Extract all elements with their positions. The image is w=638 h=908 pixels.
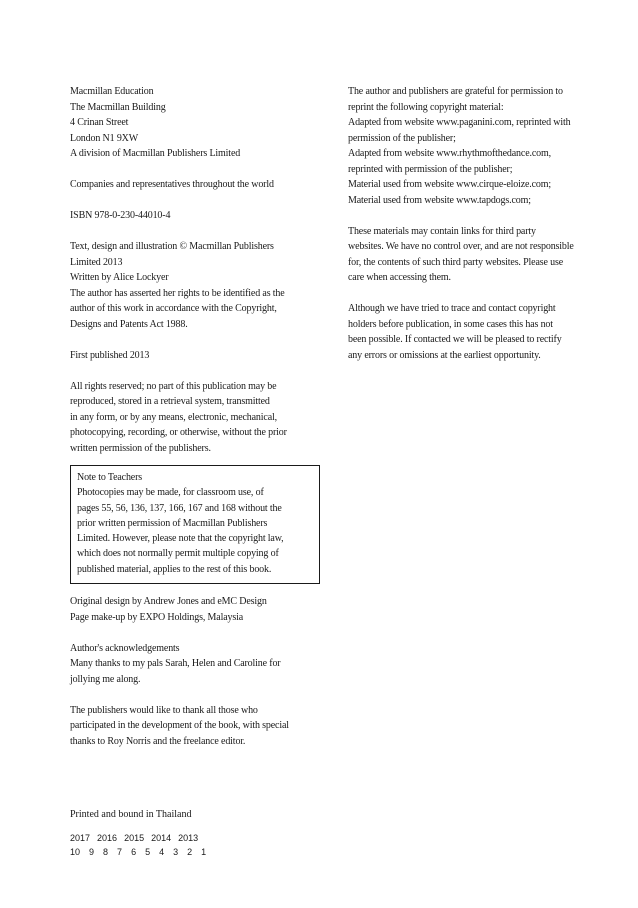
text-line: Macmillan Education <box>70 86 154 97</box>
text-line: ISBN 978-0-230-44010-4 <box>70 210 171 221</box>
text-line: thanks to Roy Norris and the freelance editor. <box>70 735 246 747</box>
text-line: in any form, or by any means, electronic, mechanical, <box>70 411 277 423</box>
text-line: permission of the publisher; <box>348 132 456 144</box>
note-to-teachers-box <box>70 465 320 584</box>
text-line: reprint the following copyright material: <box>348 101 504 113</box>
impression-item: 2 <box>187 847 193 857</box>
text-line: prior written permission of Macmillan Publishers <box>77 517 268 529</box>
permissions <box>348 84 603 208</box>
impression-item: 9 <box>89 847 95 857</box>
text-line: participated in the development of the book, with special <box>70 720 289 732</box>
impression-item: 2017 <box>70 833 91 843</box>
text-line: Adapted from website www.rhythmofthedance.com, <box>348 148 551 159</box>
text-line: London N1 9XW <box>70 132 139 144</box>
left-column <box>70 84 325 765</box>
impression-item: 10 <box>70 847 81 857</box>
impression-numbers <box>70 845 370 859</box>
text-line: Although we have tried to trace and contact copyright <box>348 303 556 314</box>
text-line: Author's acknowledgements <box>70 642 180 654</box>
text-line: Limited 2013 <box>70 256 123 268</box>
impression-item: 2016 <box>97 833 118 843</box>
impression-item: 2013 <box>178 833 199 843</box>
text-line: for, the contents of such third party websites. Please use <box>348 256 564 268</box>
impression-item: 4 <box>159 847 165 857</box>
authors-acknowledgements <box>70 641 325 688</box>
design-credits <box>70 594 325 625</box>
text-line: All rights reserved; no part of this publication may be <box>70 380 277 392</box>
impression-item: 6 <box>131 847 137 857</box>
text-line: jollying me along. <box>70 673 141 685</box>
text-line: Designs and Patents Act 1988. <box>70 318 188 330</box>
text-line: 4 Crinan Street <box>70 117 129 128</box>
impression-item: 2014 <box>151 833 172 843</box>
text-line: any errors or omissions at the earliest opportunity. <box>348 349 541 361</box>
text-line: author of this work in accordance with the Copyright, <box>70 303 277 314</box>
text-line: published material, applies to the rest of this book. <box>77 563 272 575</box>
impression-item: 2015 <box>124 833 145 843</box>
text-line: The author and publishers are grateful for permission to <box>348 86 563 97</box>
impression-item: 5 <box>145 847 151 857</box>
publishers-thanks <box>70 703 325 750</box>
text-line: A division of Macmillan Publishers Limited <box>70 148 241 159</box>
impression-item: 1 <box>201 847 207 857</box>
text-line: websites. We have no control over, and are not responsible <box>348 241 574 252</box>
text-line: Text, design and illustration © Macmillan Publishers <box>70 241 274 252</box>
text-line: The publishers would like to thank all those who <box>70 704 258 716</box>
text-line: Adapted from website www.paganini.com, reprinted with <box>348 117 571 128</box>
text-line: Note to Teachers <box>77 472 143 483</box>
text-line: photocopying, recording, or otherwise, without the prior <box>70 427 287 438</box>
text-line: Written by Alice Lockyer <box>70 272 169 283</box>
rights-reserved <box>70 379 325 457</box>
text-line: Photocopies may be made, for classroom use, of <box>77 487 264 499</box>
text-line: Original design by Andrew Jones and eMC Design <box>70 596 267 608</box>
text-line: Page make-up by EXPO Holdings, Malaysia <box>70 611 244 623</box>
text-line: reproduced, stored in a retrieval system, transmitted <box>70 396 270 407</box>
text-line: written permission of the publishers. <box>70 442 211 454</box>
first-published <box>70 348 325 364</box>
text-line: Many thanks to my pals Sarah, Helen and Caroline for <box>70 658 281 670</box>
text-line: Material used from website www.cirque-eloize.com; <box>348 179 552 190</box>
copyright-statement <box>70 239 325 332</box>
third-party-links <box>348 224 603 286</box>
text-line: First published 2013 <box>70 349 150 361</box>
impression-years <box>70 831 370 845</box>
companies-note <box>70 177 325 193</box>
text-line: These materials may contain links for third party <box>348 225 536 237</box>
text-line: Companies and representatives throughout the world <box>70 179 274 190</box>
text-line: reprinted with permission of the publisher; <box>348 163 513 175</box>
text-line: Material used from website www.tapdogs.com; <box>348 194 531 206</box>
impression-item: 7 <box>117 847 123 857</box>
text-line: The Macmillan Building <box>70 101 166 113</box>
text-line: which does not normally permit multiple copying of <box>77 548 279 560</box>
isbn <box>70 208 325 224</box>
text-line: The author has asserted her rights to be identified as the <box>70 287 285 299</box>
text-line: pages 55, 56, 136, 137, 166, 167 and 168 without the <box>77 502 282 514</box>
text-line: Limited. However, please note that the copyright law, <box>77 533 284 545</box>
printed-location: Printed and bound in Thailand <box>70 809 192 820</box>
print-info <box>70 808 370 859</box>
text-line: been possible. If contacted we will be pleased to rectify <box>348 334 562 345</box>
text-line: care when accessing them. <box>348 272 451 283</box>
impression-item: 3 <box>173 847 179 857</box>
right-column <box>348 84 603 379</box>
publisher-address <box>70 84 325 162</box>
text-line: holders before publication, in some cases this has not <box>348 318 553 330</box>
impression-item: 8 <box>103 847 109 857</box>
trace-contact <box>348 301 603 363</box>
